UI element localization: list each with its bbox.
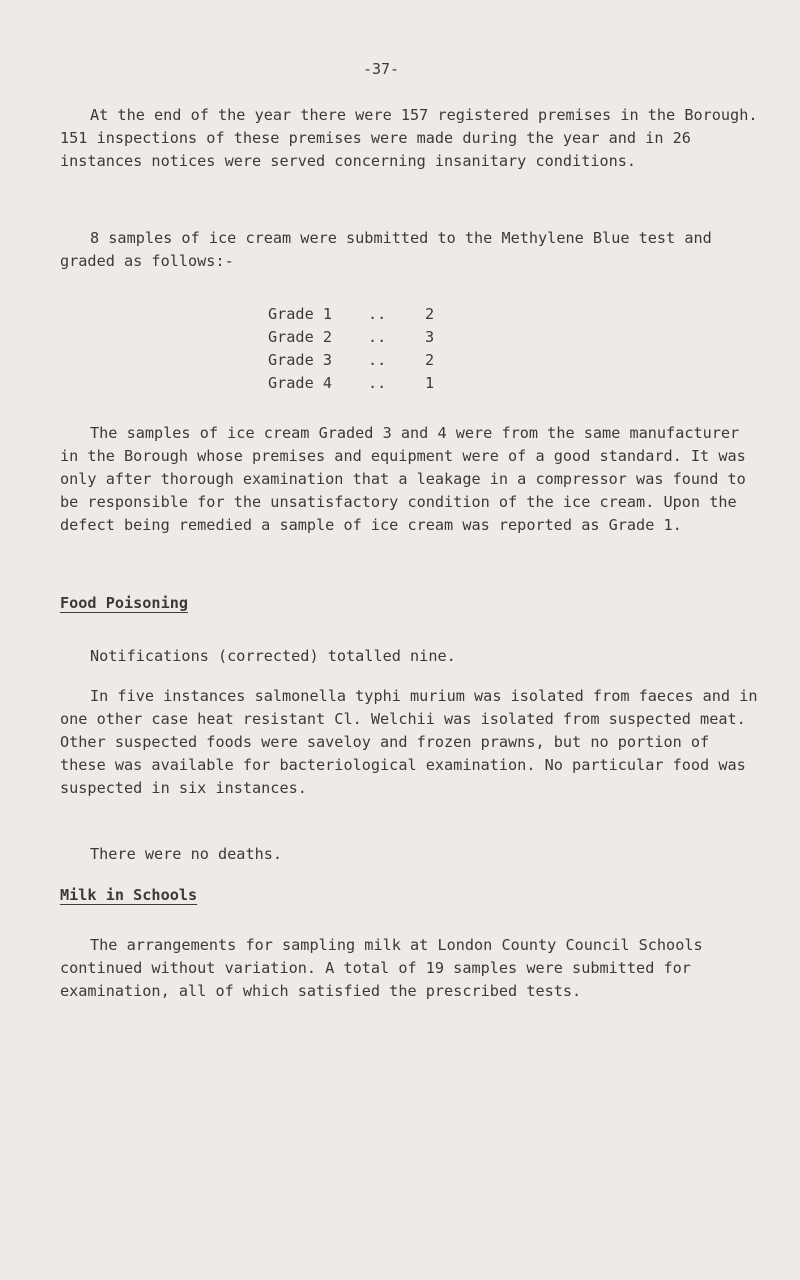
deaths-paragraph: There were no deaths. — [90, 845, 283, 863]
grade-dots: .. — [368, 305, 387, 323]
grade-label: Grade 2 — [268, 328, 333, 346]
grade-label: Grade 4 — [268, 374, 333, 392]
grade-dots: .. — [368, 351, 387, 369]
grade-count: 2 — [425, 351, 435, 369]
grade-label: Grade 1 — [268, 305, 333, 323]
grade-row — [268, 303, 455, 326]
grade-count: 3 — [425, 328, 435, 346]
grade-dots: .. — [368, 374, 387, 392]
premises-paragraph: At the end of the year there were 157 registered premises in the Borough. 151 inspections of these premises were made during the year and in 26 instances notices were served concerning insanitary conditions. — [60, 106, 758, 170]
grade-row — [268, 349, 455, 372]
food-poisoning-heading: Food Poisoning — [60, 594, 189, 612]
notifications-paragraph: Notifications (corrected) totalled nine. — [90, 647, 456, 665]
grade-row — [268, 326, 455, 349]
grade-row — [268, 372, 455, 395]
grade-label: Grade 3 — [268, 351, 333, 369]
graded-samples-paragraph: The samples of ice cream Graded 3 and 4 were from the same manufacturer in the Borough whose premises and equipment were of a good standard. It was only after thorough examination that a leakage in a compressor was found to be responsible for the unsatisfactory condition of the ice cream. Upon the defect being remedied a sample of ice cream was reported as Grade 1. — [60, 424, 746, 534]
milk-in-schools-heading: Milk in Schools — [60, 886, 198, 904]
grade-dots: .. — [368, 328, 387, 346]
ice-cream-samples-paragraph: 8 samples of ice cream were submitted to the Methylene Blue test and graded as follows:- — [60, 229, 712, 270]
grade-count: 2 — [425, 305, 435, 323]
milk-sampling-paragraph: The arrangements for sampling milk at London County Council Schools continued without variation. A total of 19 samples were submitted for examination, all of which satisfied the prescribed tests. — [60, 936, 703, 1000]
page-number: -37- — [362, 60, 400, 78]
salmonella-paragraph: In five instances salmonella typhi murium was isolated from faeces and in one other case heat resistant Cl. Welchii was isolated from suspected meat. Other suspected foods were saveloy and frozen prawns, but no portion of these was available for bacteriological examination. No particular food was suspected in six instances. — [60, 687, 758, 797]
grade-count: 1 — [425, 374, 435, 392]
grade-list — [268, 303, 455, 395]
